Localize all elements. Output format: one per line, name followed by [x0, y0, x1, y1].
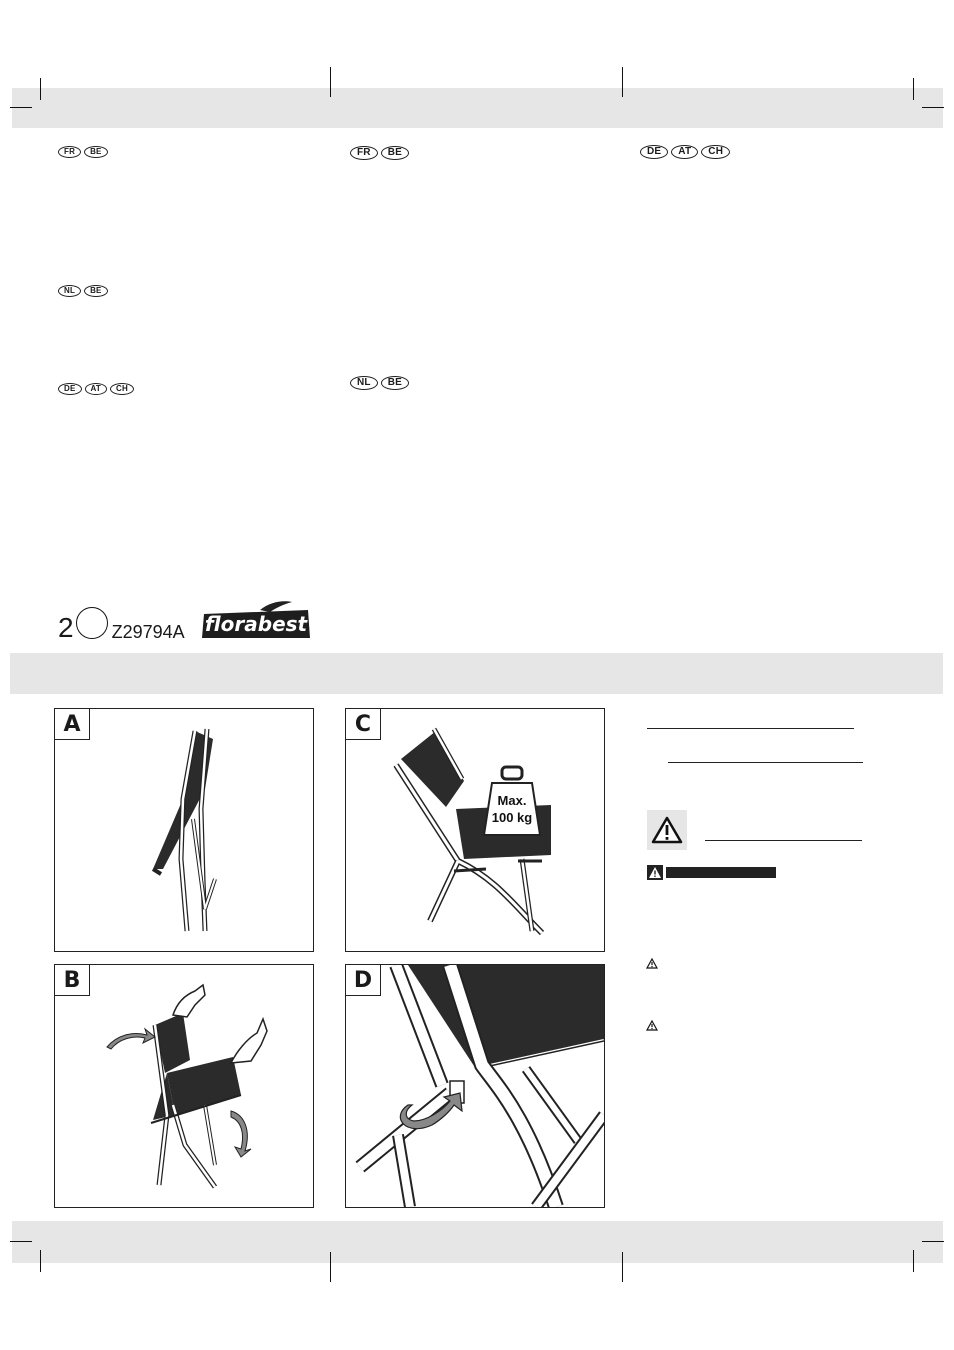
- country-badge: DE: [640, 145, 668, 159]
- heading-rule: [668, 762, 863, 763]
- page-footer: [58, 601, 191, 643]
- warning-triangle-icon: [646, 958, 658, 969]
- crop-mark: [330, 67, 331, 97]
- figure-panel-d: [345, 964, 605, 1208]
- crop-mark: [10, 1241, 32, 1242]
- danger-label-bar: [666, 867, 776, 878]
- warning-triangle-icon: [647, 865, 663, 880]
- heading-rule: [705, 840, 862, 841]
- country-badge: AT: [671, 145, 698, 159]
- heading-rule: [647, 728, 854, 729]
- warning-triangle-icon: [647, 810, 687, 850]
- panel-letter: D: [346, 965, 381, 996]
- panel-letter: A: [55, 709, 90, 740]
- country-badge: NL: [58, 285, 81, 297]
- country-badges-de-at-ch: [640, 145, 730, 159]
- figure-panel-c: [345, 708, 605, 952]
- warning-triangle-icon: [646, 1020, 658, 1031]
- panel-letter: C: [346, 709, 381, 740]
- crop-mark: [622, 67, 623, 97]
- crop-mark: [922, 1241, 944, 1242]
- crop-mark: [922, 107, 944, 108]
- country-badges-nl-be: [58, 285, 108, 297]
- weight-label-line1: Max.: [497, 793, 527, 808]
- country-badge: FR: [58, 146, 81, 158]
- country-badge: BE: [84, 285, 108, 297]
- top-header-band: [12, 88, 943, 128]
- curved-arrow-icon: [107, 1029, 155, 1049]
- curved-arrow-icon: [231, 1111, 251, 1157]
- country-badge: FR: [350, 146, 378, 160]
- country-badge: CH: [110, 383, 134, 395]
- warning-box: [647, 810, 687, 850]
- country-badge: DE: [58, 383, 82, 395]
- hinge-detail-illustration: [346, 965, 604, 1207]
- figure-panel-a: [54, 708, 314, 952]
- unfolding-chair-illustration: [55, 965, 313, 1207]
- country-badge: NL: [350, 376, 378, 390]
- bottom-footer-band: [12, 1221, 943, 1263]
- hand-icon: [173, 985, 205, 1017]
- figure-panel-b: [54, 964, 314, 1208]
- country-badge: BE: [84, 146, 108, 158]
- country-badge: BE: [381, 146, 409, 160]
- weight-label-line2: 100 kg: [491, 810, 533, 825]
- crop-mark: [330, 1252, 331, 1282]
- page-number: 2: [58, 612, 74, 643]
- country-badge: AT: [85, 383, 107, 395]
- country-badges-fr-be: [350, 146, 409, 160]
- crop-mark: [913, 1250, 914, 1272]
- bottom-header-band: [10, 653, 943, 694]
- country-badge: CH: [701, 145, 730, 159]
- brand-name: florabest: [204, 612, 308, 636]
- folded-chair-illustration: [55, 709, 313, 951]
- crop-mark: [10, 107, 32, 108]
- page-circle: [76, 607, 108, 639]
- crop-mark: [40, 78, 41, 100]
- panel-letter: B: [55, 965, 90, 996]
- country-badge: BE: [381, 376, 409, 390]
- hand-icon: [231, 1019, 267, 1063]
- crop-mark: [622, 1252, 623, 1282]
- crop-mark: [40, 1250, 41, 1272]
- country-badges-fr-be: [58, 146, 108, 158]
- country-badges-de-at-ch: [58, 383, 134, 395]
- model-number: Z29794A: [111, 622, 185, 642]
- brand-logo: [200, 600, 312, 640]
- chair-load-illustration: [346, 709, 604, 951]
- country-badges-nl-be: [350, 376, 409, 390]
- crop-mark: [913, 78, 914, 100]
- leaf-icon: [260, 601, 292, 612]
